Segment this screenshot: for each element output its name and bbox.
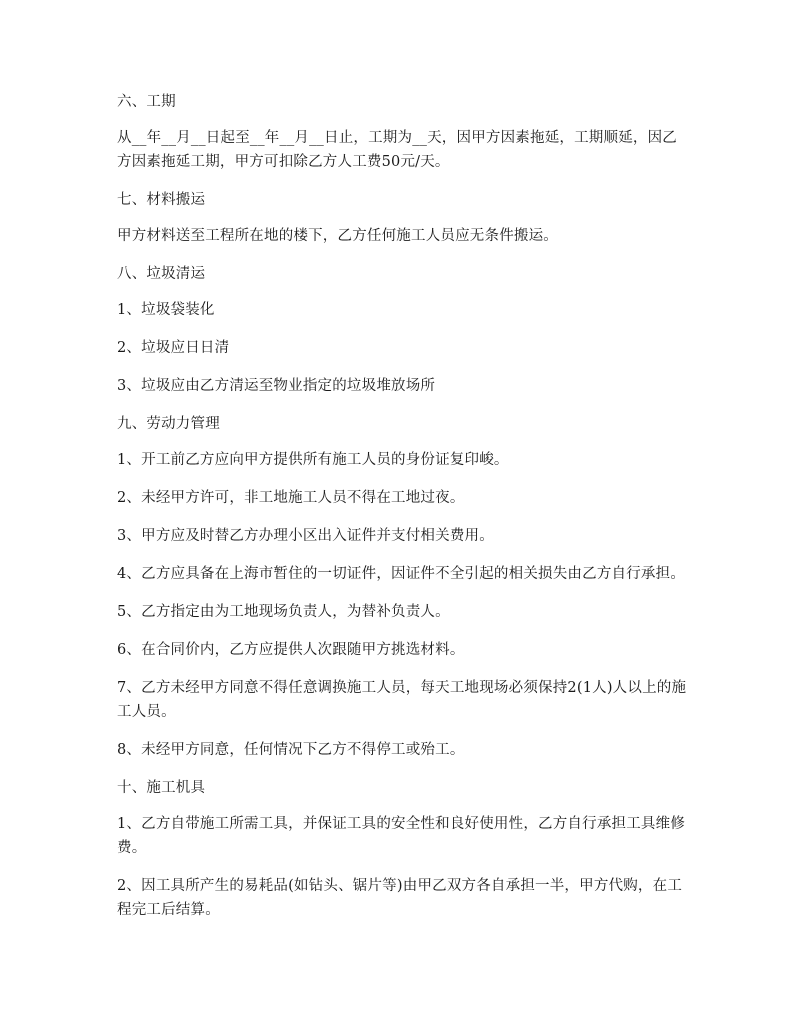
list-item: 5、乙方指定由为工地现场负责人，为替补负责人。 [117,604,450,620]
section-heading-10: 十、施工机具 [117,780,206,796]
paragraph-material-transport: 甲方材料送至工程所在地的楼下，乙方任何施工人员应无条件搬运。 [117,228,558,244]
section-heading-8: 八、垃圾清运 [117,266,206,282]
section-heading-6: 六、工期 [117,94,176,110]
paragraph-schedule: 从__年__月__日起至__年__月__日止，工期为__天，因甲方因素拖延，工期顺延，因乙方因素拖延工期，甲方可扣除乙方人工费50元/天。 [117,130,677,170]
list-item: 2、未经甲方许可，非工地施工人员不得在工地过夜。 [117,490,465,506]
section-heading-9: 九、劳动力管理 [117,416,220,432]
section-heading-7: 七、材料搬运 [117,192,206,208]
list-item: 4、乙方应具备在上海市暂住的一切证件，因证件不全引起的相关损失由乙方自行承担。 [117,566,686,582]
list-item: 2、垃圾应日日清 [117,340,230,356]
list-item: 2、因工具所产生的易耗品(如钻头、锯片等)由甲乙双方各自承担一半，甲方代购，在工程完工后结算。 [117,878,683,918]
list-item: 3、甲方应及时替乙方办理小区出入证件并支付相关费用。 [117,528,494,544]
list-item: 1、开工前乙方应向甲方提供所有施工人员的身份证复印峻。 [117,452,509,468]
list-item: 7、乙方未经甲方同意不得任意调换施工人员，每天工地现场必须保持2(1人)人以上的施工人员。 [117,680,687,720]
document-body [117,90,687,936]
list-item: 6、在合同价内，乙方应提供人次跟随甲方挑选材料。 [117,642,465,658]
list-item: 3、垃圾应由乙方清运至物业指定的垃圾堆放场所 [117,378,436,394]
list-item: 1、乙方自带施工所需工具，并保证工具的安全性和良好使用性，乙方自行承担工具维修费。 [117,816,686,856]
list-item: 1、垃圾袋装化 [117,302,215,318]
list-item: 8、未经甲方同意，任何情况下乙方不得停工或殆工。 [117,742,465,758]
